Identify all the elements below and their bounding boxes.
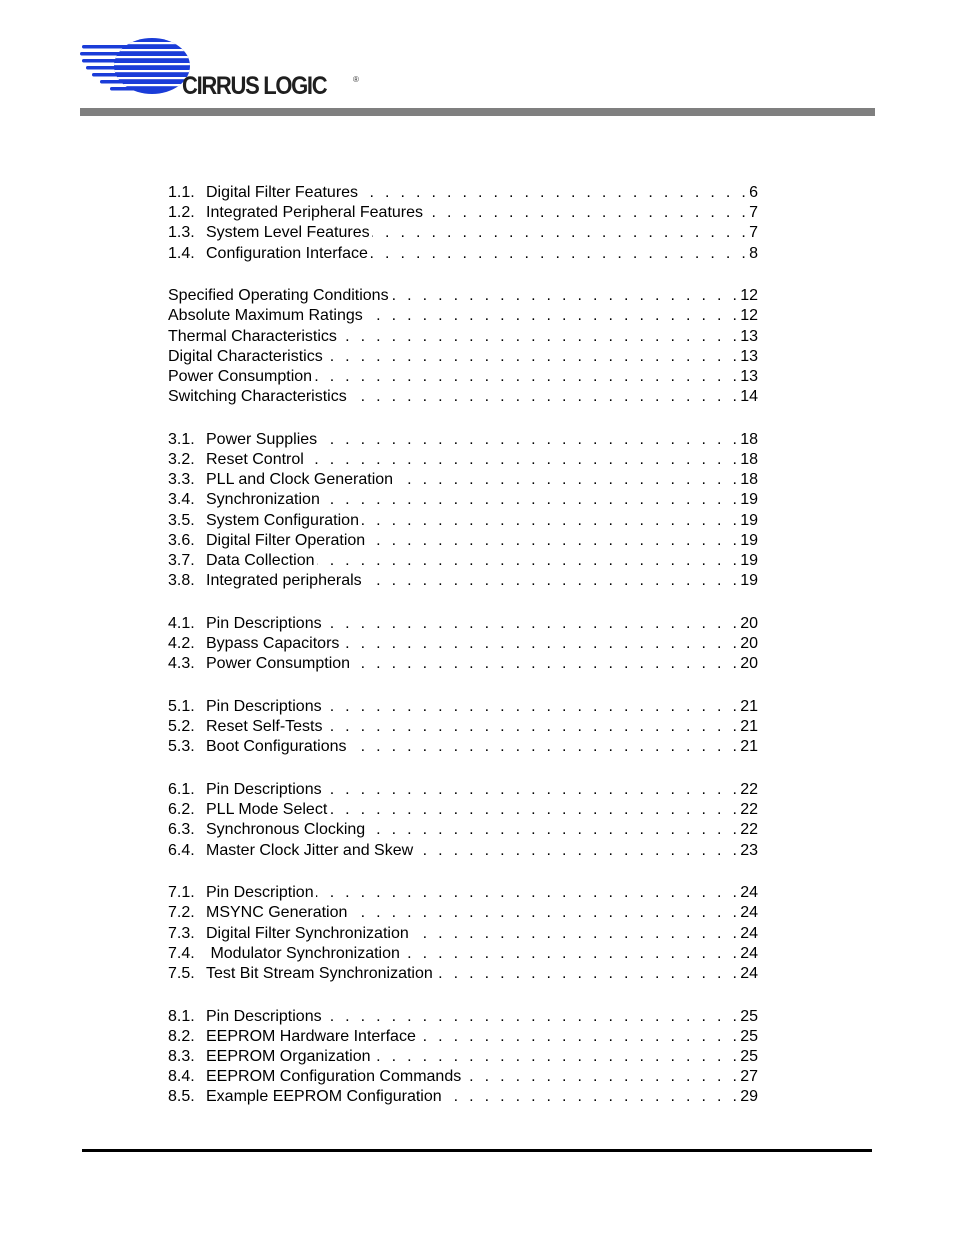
toc-entry-page: 24 (740, 924, 758, 942)
toc-entry[interactable] (168, 511, 758, 531)
toc-dot-leader (314, 367, 740, 387)
toc-dot-leader (425, 203, 749, 223)
toc-entry-number: 8.3. (168, 1048, 195, 1066)
toc-entry-page: 18 (740, 430, 758, 448)
toc-entry-page: 25 (740, 1048, 758, 1066)
toc-entry-page: 20 (740, 655, 758, 673)
toc-dot-leader (349, 387, 740, 407)
toc-dot-leader (402, 944, 740, 964)
toc-entry-number: 8.4. (168, 1068, 195, 1086)
toc-entry[interactable] (168, 1087, 758, 1107)
toc-entry-title: Synchronization (206, 491, 320, 509)
toc-entry-page: 12 (740, 287, 758, 305)
toc-entry-page: 14 (740, 388, 758, 406)
header-bar (80, 108, 875, 116)
toc-group (168, 1007, 758, 1108)
toc-entry-page: 24 (740, 944, 758, 962)
toc-entry-number: 5.3. (168, 738, 195, 756)
toc-entry-title: Power Supplies (206, 430, 318, 448)
toc-entry-title: Integrated peripherals (206, 572, 362, 590)
toc-entry[interactable] (168, 244, 758, 264)
toc-entry-number: 1.2. (168, 204, 195, 222)
toc-entry-title: Digital Characteristics (168, 347, 323, 365)
table-of-contents (168, 183, 758, 1130)
toc-entry-number: 1.4. (168, 244, 195, 262)
toc-entry-page: 21 (740, 718, 758, 736)
toc-entry[interactable] (168, 306, 758, 326)
toc-entry-number: 6.4. (168, 841, 195, 859)
toc-entry[interactable] (168, 347, 758, 367)
toc-entry-page: 23 (740, 841, 758, 859)
toc-dot-leader (364, 571, 741, 591)
toc-entry[interactable] (168, 780, 758, 800)
toc-entry-number: 3.2. (168, 451, 195, 469)
toc-entry-page: 25 (740, 1027, 758, 1045)
toc-entry-number: 3.5. (168, 511, 195, 529)
toc-entry-page: 19 (740, 572, 758, 590)
toc-group (168, 614, 758, 675)
toc-dot-leader (317, 551, 741, 571)
toc-entry-title: Pin Description (206, 884, 314, 902)
toc-entry-number: 3.1. (168, 430, 195, 448)
toc-entry[interactable] (168, 634, 758, 654)
toc-entry-number: 4.1. (168, 614, 195, 632)
toc-entry-number: 6.3. (168, 821, 195, 839)
toc-dot-leader (349, 903, 740, 923)
toc-entry[interactable] (168, 490, 758, 510)
toc-dot-leader (316, 883, 741, 903)
toc-entry-title: Pin Descriptions (206, 781, 322, 798)
toc-entry[interactable] (168, 903, 758, 923)
toc-entry-title: Integrated Peripheral Features (206, 204, 424, 222)
toc-entry[interactable] (168, 286, 758, 306)
toc-entry-page: 13 (740, 327, 758, 345)
toc-entry-number: 5.2. (168, 718, 195, 736)
toc-group (168, 697, 758, 758)
toc-entry-number: 4.3. (168, 655, 195, 673)
toc-entry-title: Thermal Characteristics (168, 327, 337, 345)
toc-entry-number: 3.3. (168, 471, 195, 489)
toc-group (168, 430, 758, 592)
toc-dot-leader (349, 737, 741, 757)
toc-entry[interactable] (168, 614, 758, 634)
toc-entry-number: 3.6. (168, 531, 195, 549)
toc-dot-leader (367, 820, 740, 840)
logo-wordmark: CIRRUS LOGIC (182, 72, 327, 100)
toc-entry-title: Reset Self-Tests (206, 718, 323, 736)
toc-entry[interactable] (168, 717, 758, 737)
toc-entry-page: 18 (740, 451, 758, 469)
toc-entry[interactable] (168, 327, 758, 347)
toc-entry[interactable] (168, 841, 758, 861)
toc-entry[interactable] (168, 387, 758, 407)
toc-entry-number: 1.3. (168, 224, 195, 242)
toc-dot-leader (373, 1047, 741, 1067)
toc-dot-leader (444, 1087, 741, 1107)
toc-entry[interactable] (168, 1007, 758, 1027)
toc-entry-title: PLL Mode Select (206, 801, 328, 819)
toc-entry-title: Reset Control (206, 451, 304, 469)
toc-entry-page: 22 (740, 781, 758, 798)
toc-dot-leader (395, 470, 740, 490)
toc-group (168, 883, 758, 984)
toc-entry-page: 12 (740, 307, 758, 325)
toc-entry-number: 4.2. (168, 635, 195, 653)
toc-entry-page: 22 (740, 821, 758, 839)
toc-dot-leader (361, 511, 740, 531)
toc-dot-leader (306, 450, 740, 470)
toc-entry-title: System Configuration (206, 511, 359, 529)
toc-entry[interactable] (168, 800, 758, 820)
toc-entry-page: 29 (740, 1088, 758, 1106)
toc-entry-page: 21 (740, 738, 758, 756)
toc-entry-number: 8.1. (168, 1007, 195, 1025)
toc-entry-page: 22 (740, 801, 758, 819)
toc-entry-number: 3.4. (168, 491, 195, 509)
toc-entry[interactable] (168, 450, 758, 470)
toc-entry-page: 19 (740, 552, 758, 569)
toc-dot-leader (463, 1067, 740, 1087)
toc-dot-leader (324, 697, 741, 717)
toc-entry[interactable] (168, 1067, 758, 1087)
toc-group (168, 286, 758, 407)
toc-entry-page: 25 (740, 1007, 758, 1025)
toc-dot-leader (391, 286, 741, 306)
toc-entry-title: Power Consumption (206, 655, 351, 673)
toc-entry-number: 1.1. (168, 184, 195, 201)
toc-entry[interactable] (168, 223, 758, 243)
toc-entry[interactable] (168, 697, 758, 717)
toc-entry-page: 8 (749, 244, 758, 262)
toc-entry[interactable] (168, 183, 758, 203)
toc-entry[interactable] (168, 571, 758, 591)
toc-entry[interactable] (168, 737, 758, 757)
toc-entry-number: 7.3. (168, 924, 195, 942)
toc-entry-title: Pin Descriptions (206, 697, 322, 715)
toc-dot-leader (435, 964, 740, 984)
toc-entry-title: Power Consumption (168, 368, 313, 385)
toc-entry-title: Switching Characteristics (168, 388, 347, 406)
footer-rule (82, 1149, 872, 1152)
toc-entry-number: 7.1. (168, 884, 195, 902)
toc-entry[interactable] (168, 203, 758, 223)
toc-entry-page: 24 (740, 884, 758, 902)
toc-entry-title: Bypass Capacitors (206, 635, 340, 653)
toc-dot-leader (319, 430, 740, 450)
toc-entry[interactable] (168, 820, 758, 840)
toc-entry-title: Pin Descriptions (206, 1007, 322, 1025)
toc-entry-title: Digital Filter Features (206, 184, 359, 201)
toc-entry-number: 3.8. (168, 572, 195, 590)
toc-entry-page: 13 (740, 347, 758, 365)
toc-entry-page: 24 (740, 965, 758, 982)
toc-entry[interactable] (168, 883, 758, 903)
toc-entry-page: 19 (740, 531, 758, 549)
toc-entry-page: 21 (740, 697, 758, 715)
toc-entry[interactable] (168, 367, 758, 387)
toc-entry[interactable] (168, 964, 758, 984)
toc-dot-leader (370, 244, 749, 264)
toc-entry-title: EEPROM Organization (206, 1048, 371, 1066)
toc-entry-number: 7.5. (168, 965, 195, 982)
toc-dot-leader (415, 841, 740, 861)
toc-dot-leader (341, 634, 740, 654)
toc-dot-leader (324, 780, 741, 800)
toc-entry-title: Digital Filter Operation (206, 531, 366, 549)
toc-entry[interactable] (168, 924, 758, 944)
toc-entry-page: 7 (749, 204, 758, 222)
toc-entry-title: Pin Descriptions (206, 614, 322, 632)
toc-dot-leader (324, 614, 741, 634)
toc-entry-title: Specified Operating Conditions (168, 287, 389, 305)
toc-entry-page: 20 (740, 614, 758, 632)
toc-entry-page: 19 (740, 491, 758, 509)
toc-dot-leader (325, 347, 740, 367)
toc-entry-number: 7.4. (168, 944, 195, 962)
toc-entry[interactable] (168, 430, 758, 450)
toc-entry-title: EEPROM Hardware Interface (206, 1027, 416, 1045)
toc-entry-number: 3.7. (168, 552, 195, 569)
toc-entry-page: 13 (740, 368, 758, 385)
toc-entry-number: 7.2. (168, 904, 195, 922)
toc-dot-leader (339, 327, 740, 347)
toc-entry-page: 20 (740, 635, 758, 653)
toc-entry[interactable] (168, 654, 758, 674)
toc-entry-number: 8.5. (168, 1088, 195, 1106)
toc-entry-page: 27 (740, 1068, 758, 1086)
toc-entry[interactable] (168, 1027, 758, 1047)
toc-entry-title: Digital Filter Synchronization (206, 924, 409, 942)
toc-entry-page: 19 (740, 511, 758, 529)
toc-dot-leader (372, 223, 749, 243)
toc-entry-title: Boot Configurations (206, 738, 347, 756)
toc-entry-page: 6 (749, 184, 758, 201)
toc-entry-page: 24 (740, 904, 758, 922)
toc-dot-leader (411, 924, 740, 944)
toc-entry-title: Modulator Synchronization (206, 944, 400, 962)
toc-dot-leader (324, 1007, 741, 1027)
toc-entry-number: 5.1. (168, 697, 195, 715)
toc-entry-title: Data Collection (206, 552, 315, 569)
toc-entry-title: Absolute Maximum Ratings (168, 307, 363, 325)
cirrus-logic-logo (80, 36, 380, 102)
toc-entry-title: Test Bit Stream Synchronization (206, 965, 433, 982)
toc-entry[interactable] (168, 551, 758, 571)
toc-dot-leader (322, 490, 740, 510)
toc-dot-leader (418, 1027, 740, 1047)
toc-dot-leader (324, 717, 740, 737)
toc-entry-page: 7 (749, 224, 758, 242)
toc-entry-page: 18 (740, 471, 758, 489)
toc-dot-leader (329, 800, 740, 820)
toc-entry-number: 6.1. (168, 781, 195, 798)
toc-entry-title: MSYNC Generation (206, 904, 348, 922)
toc-entry-number: 8.2. (168, 1027, 195, 1045)
toc-entry-title: EEPROM Configuration Commands (206, 1068, 462, 1086)
toc-dot-leader (360, 183, 749, 203)
toc-entry[interactable] (168, 470, 758, 490)
toc-entry-title: Example EEPROM Configuration (206, 1088, 442, 1106)
toc-entry[interactable] (168, 944, 758, 964)
toc-entry[interactable] (168, 1047, 758, 1067)
toc-entry-number: 6.2. (168, 801, 195, 819)
toc-dot-leader (352, 654, 740, 674)
toc-group (168, 183, 758, 264)
toc-entry[interactable] (168, 531, 758, 551)
toc-entry-title: System Level Features (206, 224, 370, 242)
toc-dot-leader (365, 306, 740, 326)
toc-entry-title: PLL and Clock Generation (206, 471, 394, 489)
toc-entry-title: Synchronous Clocking (206, 821, 366, 839)
toc-dot-leader (367, 531, 740, 551)
toc-entry-title: Master Clock Jitter and Skew (206, 841, 414, 859)
toc-entry-title: Configuration Interface (206, 244, 368, 262)
toc-group (168, 780, 758, 861)
registered-mark: ® (353, 75, 359, 84)
